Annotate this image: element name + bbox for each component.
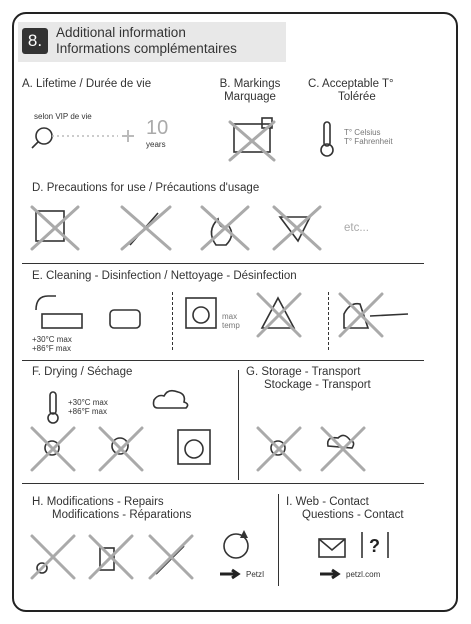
- temperature-label-fr: Tolérée: [338, 91, 376, 103]
- svg-text:?: ?: [369, 536, 380, 556]
- storage-label: [246, 366, 371, 392]
- section-header: [18, 22, 286, 62]
- temperature-label-en: C. Acceptable T°: [308, 78, 394, 90]
- storage-label-fr: Stockage - Transport: [264, 379, 371, 391]
- temperature-celsius: T° Celsius: [344, 128, 381, 137]
- temperature-label: [308, 78, 394, 104]
- sun-prohibited-icon: [32, 428, 74, 470]
- precautions-icons: [30, 205, 390, 255]
- lifetime-label: A. Lifetime / Durée de vie: [22, 78, 152, 90]
- scissors-prohibited-icon: [32, 536, 74, 578]
- divider: [22, 263, 424, 264]
- precaution-fire-icon: [202, 207, 248, 249]
- storage-sun-prohibited-icon: [258, 428, 300, 470]
- section-number: 8.: [22, 28, 48, 54]
- tumble-dryer-icon: [178, 430, 210, 464]
- bleach-prohibited-icon: [256, 292, 302, 338]
- section-title-fr: Informations complémentaires: [56, 41, 237, 56]
- divider: [22, 483, 424, 484]
- contact-label: [286, 496, 404, 522]
- cloud-icon: [152, 386, 192, 416]
- divider: [22, 360, 424, 361]
- pressure-washer-prohibited-icon: [338, 292, 428, 338]
- arrow-right-icon: [220, 568, 244, 580]
- divider-dashed: [172, 292, 173, 350]
- years-number: 10: [146, 117, 169, 139]
- divider-dashed: [328, 292, 329, 350]
- contact-label-en: I. Web - Contact: [286, 496, 369, 508]
- washing-label: max temp: [222, 312, 240, 330]
- cleaning-label: E. Cleaning - Disinfection / Nettoyage - Désinfection: [32, 270, 297, 282]
- cleaning-temperature: [32, 335, 72, 353]
- pen-prohibited-icon: [150, 536, 192, 578]
- precaution-edge-icon: [32, 207, 78, 249]
- precaution-chemical-icon: [274, 207, 320, 249]
- contact-label-fr: Questions - Contact: [302, 509, 404, 521]
- divider: [278, 494, 279, 586]
- soap-icon: [108, 304, 144, 334]
- section-title-en: Additional information: [56, 25, 186, 40]
- drying-temperature: [68, 398, 108, 416]
- arrow-right-icon: [320, 568, 344, 580]
- drying-prohibited-icons: [30, 426, 240, 474]
- question-icon: [358, 530, 392, 560]
- hair-dryer-prohibited-icon: [100, 428, 142, 470]
- precautions-label: D. Precautions for use / Précautions d'usage: [32, 182, 260, 194]
- drying-temp-celsius: +30°C max: [68, 398, 108, 407]
- markings-label-fr: Marquage: [224, 91, 276, 103]
- section-title: [56, 25, 237, 57]
- magnifier-icon: [30, 118, 140, 168]
- modifications-label-fr: Modifications - Réparations: [52, 509, 192, 521]
- temperature-range: [344, 128, 393, 146]
- mail-icon: [318, 538, 348, 560]
- precautions-etc: etc...: [344, 222, 369, 234]
- drying-thermometer-icon: [46, 392, 62, 426]
- divider: [238, 370, 239, 480]
- storage-rain-prohibited-icon: [322, 428, 364, 470]
- storage-label-en: G. Storage - Transport: [246, 366, 361, 378]
- modifications-label: [32, 496, 191, 522]
- contact-website-link[interactable]: petzl.com: [346, 570, 381, 579]
- thermometer-icon: [318, 122, 338, 158]
- temperature-fahrenheit: T° Fahrenheit: [344, 137, 393, 146]
- years-label: years: [146, 140, 166, 149]
- cleaning-temp-fahrenheit: +86°F max: [32, 344, 71, 353]
- markings-label-en: B. Markings: [219, 78, 281, 90]
- storage-prohibited-icons: [256, 426, 396, 474]
- markings-label: [214, 78, 286, 104]
- modification-prohibited-icons: [30, 534, 220, 582]
- modifications-label-en: H. Modifications - Repairs: [32, 496, 164, 508]
- drying-temp-fahrenheit: +86°F max: [68, 407, 107, 416]
- sewing-prohibited-icon: [90, 536, 132, 578]
- marking-prohibited-icon: [228, 118, 278, 163]
- drying-label: F. Drying / Séchage: [32, 366, 133, 378]
- cleaning-temp-celsius: +30°C max: [32, 335, 72, 344]
- lifetime-small-text: selon VIP de vie: [34, 112, 92, 121]
- repair-service-icon: [220, 528, 260, 564]
- repair-arrow-label: PetzI: [246, 570, 265, 579]
- washing-machine-icon: [184, 296, 220, 332]
- tap-wash-icon: [30, 292, 90, 332]
- precaution-knife-icon: [122, 207, 170, 249]
